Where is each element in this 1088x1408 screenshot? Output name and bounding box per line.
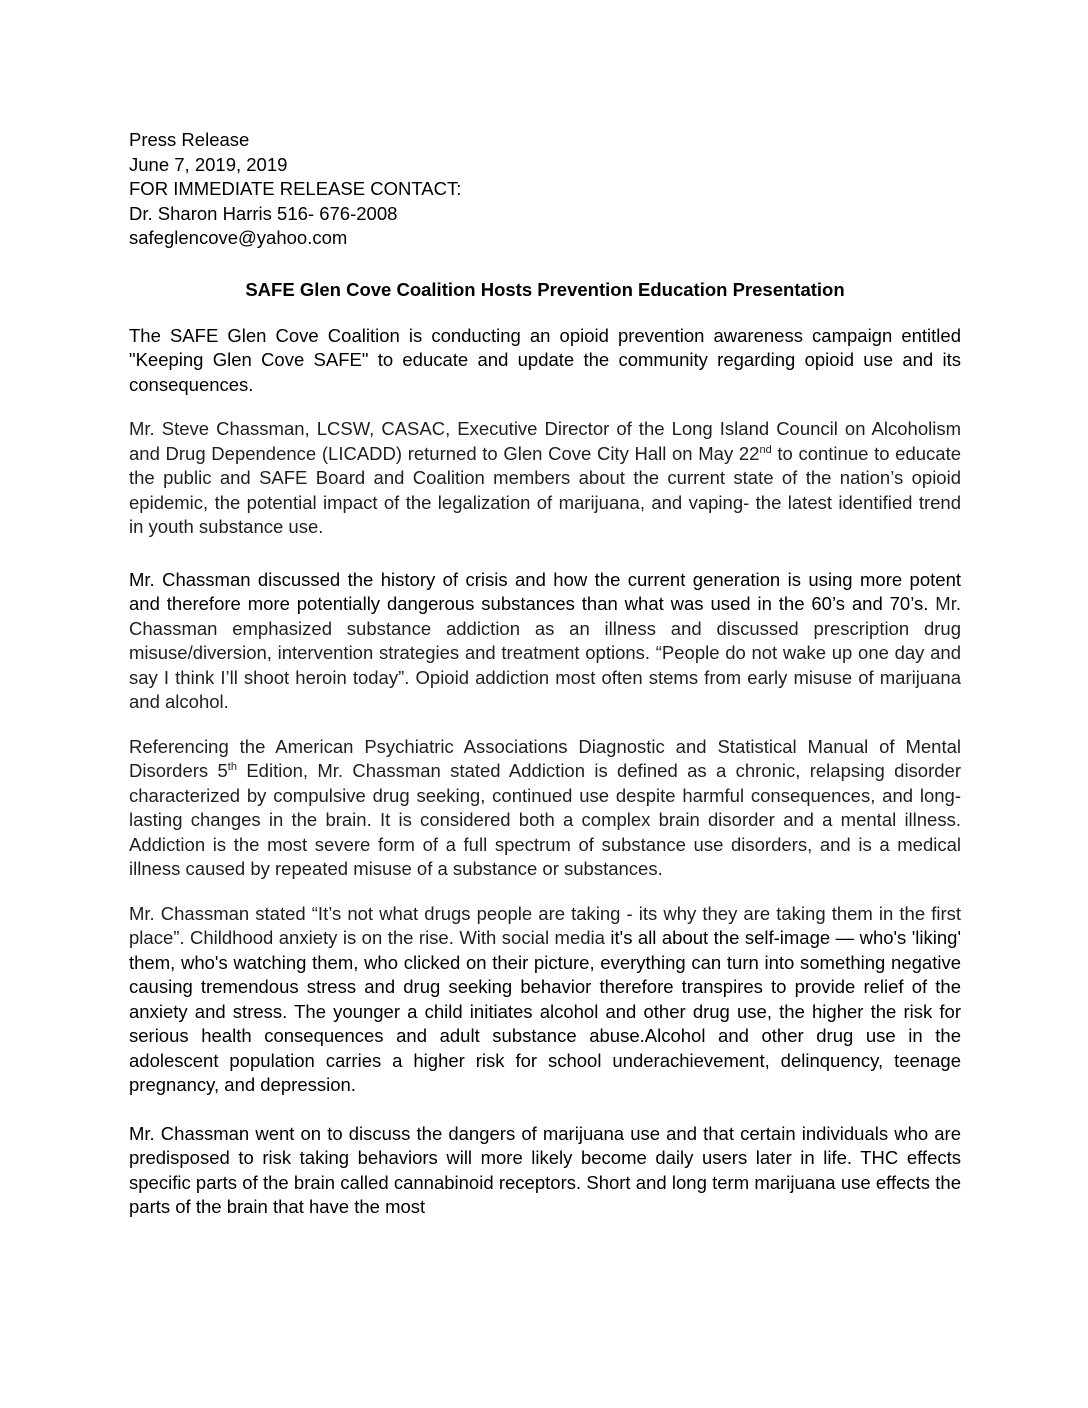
paragraph-2-ordinal: nd <box>759 443 772 456</box>
release-contact-label: FOR IMMEDIATE RELEASE CONTACT: <box>129 178 462 199</box>
paragraph-3-text-b: Mr. Chassman emphasized substance addiction as an illness and discussed prescription drug misuse/diversion, intervention strategies and treatment options. “People do not wake up one day and say I think I’ll shoot heroin today”. Opioid addiction most often stems from early misuse of marijuana and alcohol. <box>129 593 961 712</box>
paragraph-4-text-a: Referencing the American Psychiatric Associations Diagnostic and Statistical Manual of Mental Disorders 5 <box>129 735 961 781</box>
paragraph-6: Mr. Chassman went on to discuss the dangers of marijuana use and that certain individuals who are predisposed to risk taking behaviors will more likely become daily users later in life. THC effects specific parts of the brain called cannabinoid receptors. Short and long term marijuana use effects the parts of the brain that have the most <box>129 1122 961 1217</box>
paragraph-3 <box>129 568 961 715</box>
paragraph-4 <box>129 735 961 882</box>
release-header <box>129 128 961 251</box>
contact-name-phone: Dr. Sharon Harris 516- 676-2008 <box>129 202 398 224</box>
paragraph-5-text-a: Mr. Chassman stated “It’s not what drugs people are taking - its why they are taking them in the first place”. Childhood anxiety is on the rise. With social media <box>129 902 961 948</box>
paragraph-1: The SAFE Glen Cove Coalition is conducting an opioid prevention awareness campaign entitled "Keeping Glen Cove SAFE" to educate and update the community regarding opioid use and its consequences. <box>129 324 961 395</box>
paragraph-5-text-b: it's all about the self-image — who's 'liking' them, who's watching them, who clicked on their picture, everything can turn into something negative causing tremendous stress and drug seeking behavior therefore transpires to provide relief of the anxiety and stress. The younger a child initiates alcohol and other drug use, the higher the risk for serious health consequences and adult substance abuse.Alcohol and other drug use in the adolescent population carries a higher risk for school underachievement, delinquency, teenage pregnancy, and depression. <box>129 927 961 1095</box>
paragraph-2-text-b: to continue to educate the public and SAFE Board and Coalition members about the current state of the nation’s opioid epidemic, the potential impact of the legalization of marijuana, and vaping- the latest identified trend in youth substance use. <box>129 442 961 537</box>
paragraph-2 <box>129 417 961 540</box>
release-date: June 7, 2019, 2019 <box>129 153 288 175</box>
paragraph-4-ordinal: th <box>227 760 237 773</box>
press-release-page <box>129 128 961 1220</box>
release-title: SAFE Glen Cove Coalition Hosts Prevention Education Presentation <box>245 278 845 300</box>
release-label: Press Release <box>129 129 250 150</box>
paragraph-4-text-b: Edition, Mr. Chassman stated Addiction is defined as a chronic, relapsing disorder characterized by compulsive drug seeking, continued use despite harmful consequences, and long-lasting changes in the brain. It is considered both a complex brain disorder and a mental illness. Addiction is the most severe form of a full spectrum of substance use disorders, and is a medical illness caused by repeated misuse of a substance or substances. <box>129 760 961 879</box>
paragraph-5 <box>129 902 961 1098</box>
paragraph-2-text-a: Mr. Steve Chassman, LCSW, CASAC, Executive Director of the Long Island Council on Alcoholism and Drug Dependence (LICADD) returned to Glen Cove City Hall on May 22 <box>129 418 961 464</box>
contact-email: safeglencove@yahoo.com <box>129 227 348 248</box>
paragraph-3-text-a: Mr. Chassman discussed the history of crisis and how the current generation is using more potent and therefore more potentially dangerous substances than what was used in the 60’s and 70’s. <box>129 568 961 614</box>
